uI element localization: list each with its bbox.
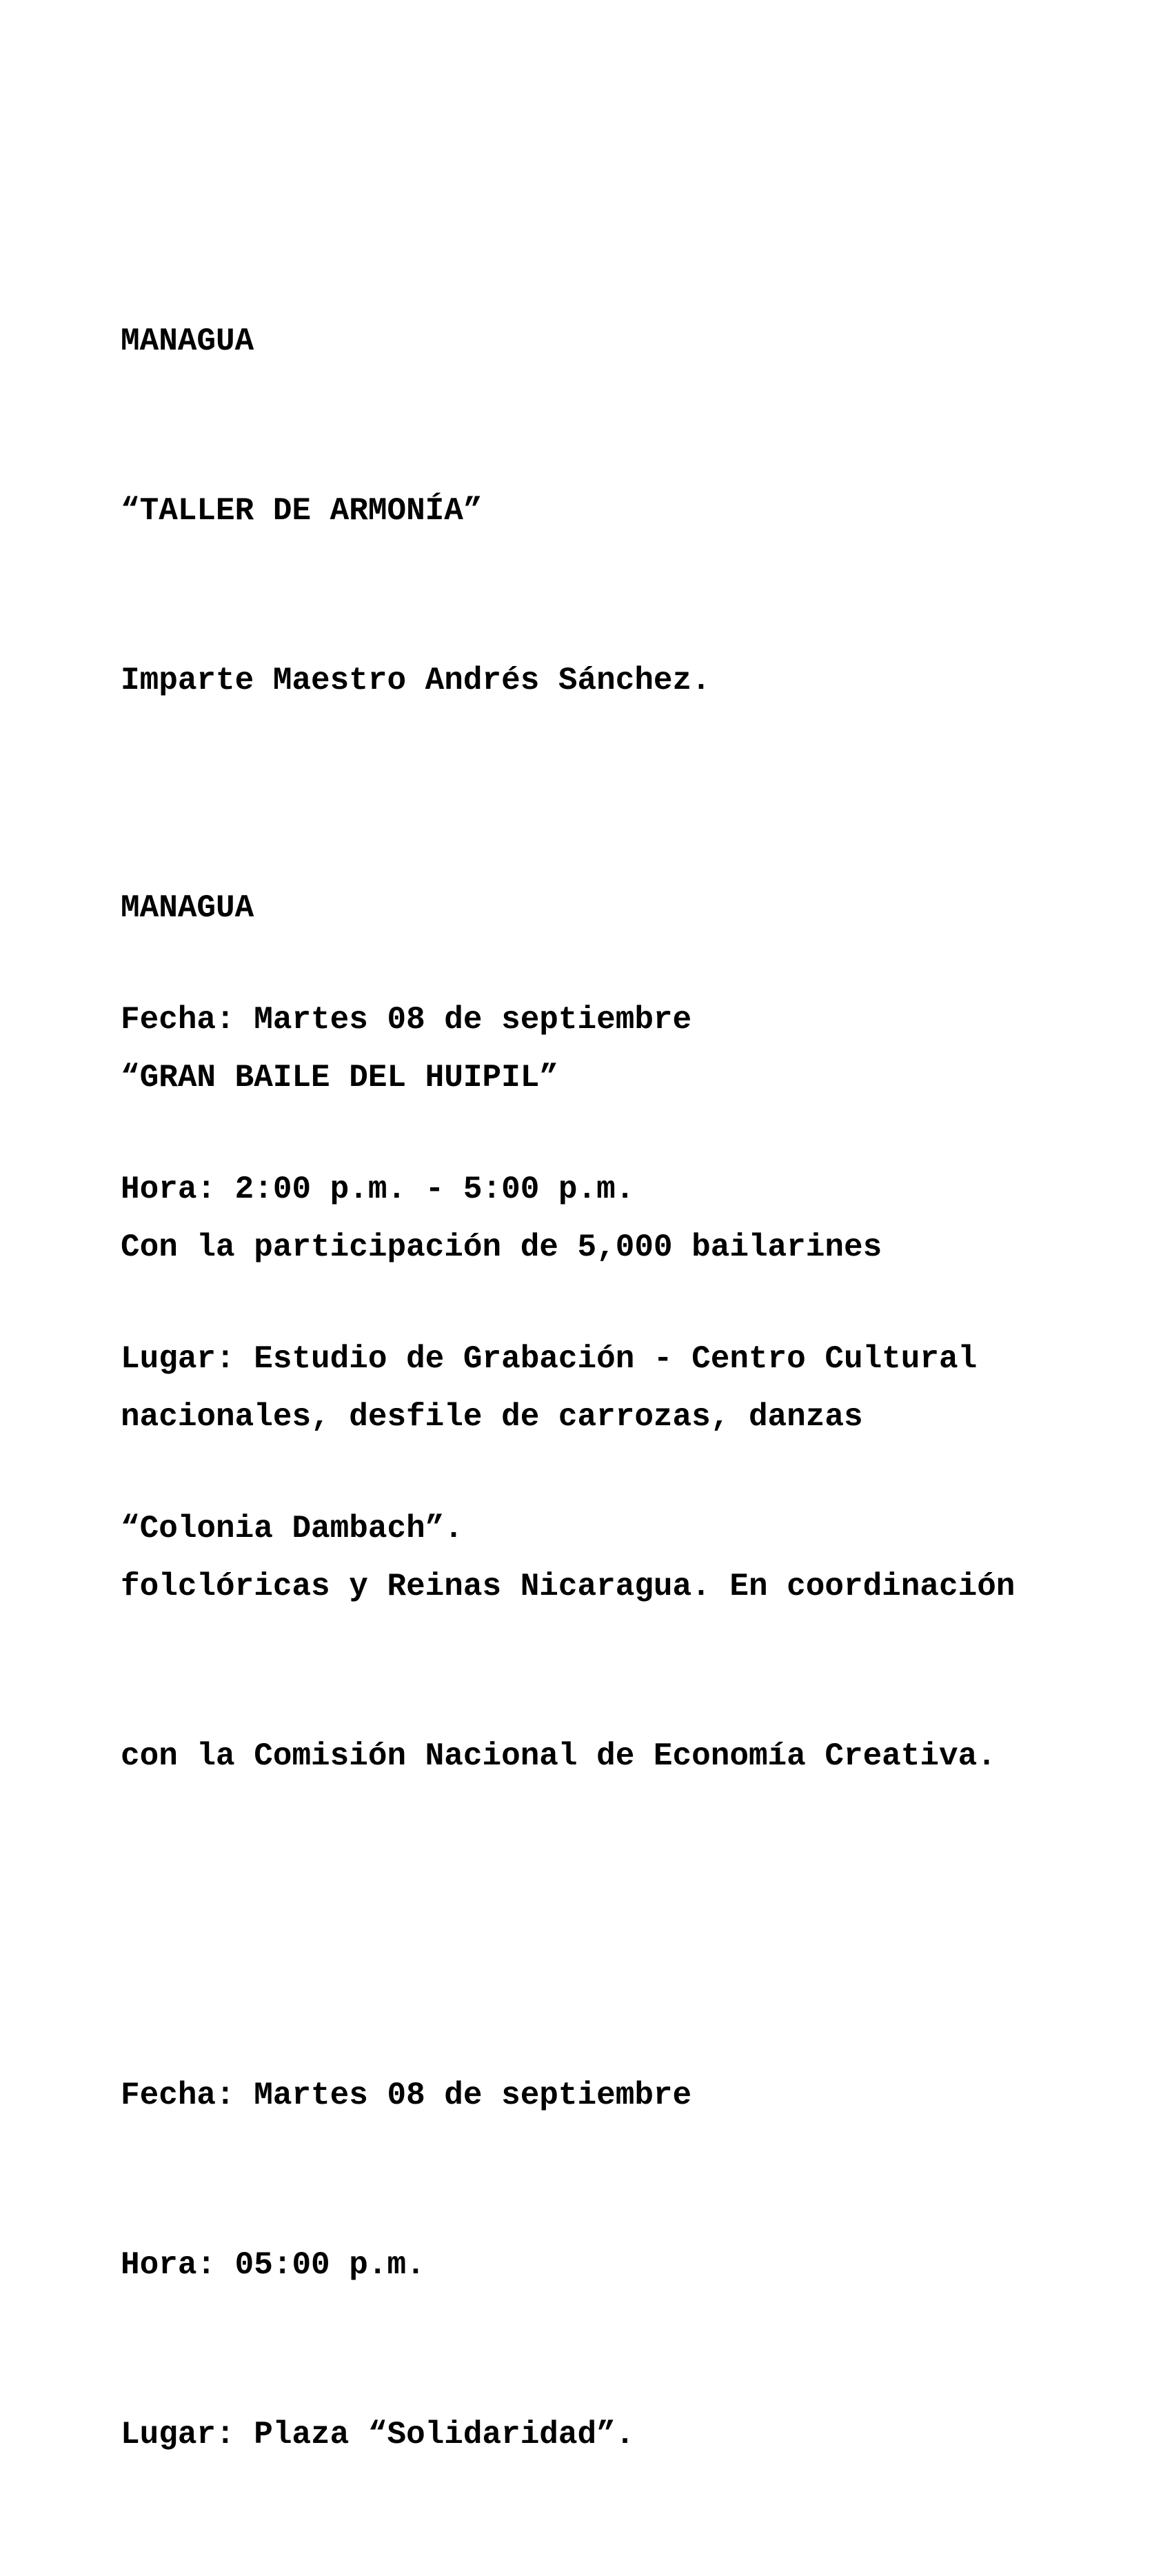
event-city: MANAGUA [121,323,254,359]
event-text [121,767,1113,2576]
event-city: MANAGUA [121,890,254,926]
event-description-line: nacionales, desfile de carrozas, danzas [121,1399,863,1435]
event-title: “TALLER DE ARMONÍA” [121,493,483,529]
event-description-line: Con la participación de 5,000 bailarines [121,1229,882,1265]
event-time: Hora: 2:00 p.m. - 5:00 p.m. [121,1171,635,1207]
event-date: Fecha: Martes 08 de septiembre [121,1002,692,1038]
event-place-line: Lugar: Estudio de Grabación - Centro Cultural [121,1341,978,1377]
event-date: Fecha: Martes 08 de septiembre [121,2077,692,2113]
event-description-line: Imparte Maestro Andrés Sánchez. [121,663,711,698]
event-place-line: Lugar: Plaza “Solidaridad”. [121,2417,635,2453]
event-place-line: “Colonia Dambach”. [121,1511,463,1547]
event-description-line: con la Comisión Nacional de Economía Creativa. [121,1738,996,1774]
event-title: “GRAN BAILE DEL HUIPIL” [121,1060,558,1096]
paragraph-gap [121,1898,1113,1954]
event-time: Hora: 05:00 p.m. [121,2247,425,2283]
event-description-line: folclóricas y Reinas Nicaragua. En coordinación [121,1569,1016,1604]
